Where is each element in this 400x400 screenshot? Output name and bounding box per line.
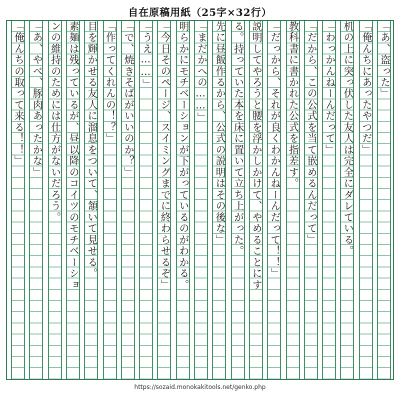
column-text: 「うえ……」 [140,21,152,91]
manuscript-column [121,21,135,379]
column-text: 「俺んちにあったやつだ」 [359,21,371,156]
manuscript-column [29,21,43,379]
column-text: 「作ってくれんの！？」 [103,21,115,145]
manuscript-column [103,21,117,379]
manuscript-column [48,21,62,379]
manuscript-column [377,21,391,379]
column-text: 「あ、盗った」 [378,21,389,100]
sheet-title: 自在原稿用紙（25字×32行） [128,8,272,19]
column-text: 机の上に突っ伏した友人は完全にダレている。 [341,21,353,258]
column-text: 明らかにモチベーションが下がっているのがわかる。 [176,21,188,291]
manuscript-grid [6,20,394,380]
column-text: 「俺んちの取って来る！！」 [12,21,23,168]
manuscript-column [157,21,171,379]
manuscript-column [11,21,25,379]
column-text: 「わっかんねーんだって」 [323,21,335,156]
manuscript-column [249,21,263,379]
manuscript-column [139,21,153,379]
column-text: ンの維持のためには仕方がないだろう。 [48,21,60,224]
manuscript-column [212,21,226,379]
column-text: 「まだかへの……」 [195,21,206,125]
manuscript-column [176,21,190,379]
manuscript-column [194,21,208,379]
column-text: る。持っていた本を床に置いて立ち上がった。 [231,21,243,258]
column-text: 教科書に書かれた公式を指差す。 [286,21,298,190]
column-text: 「今日そのページ、スイミングまでに終わらせるぞ」 [158,21,170,291]
footer-url: https://sozaid.monokakitools.net/genko.php [134,384,266,391]
manuscript-column [231,21,245,379]
manuscript-column [286,21,300,379]
column-text: 素麺は残っているが、昼以降のコイツのモチベーショ [66,21,78,291]
column-text: 「だっから、それが良くわかんねーんだって！！」 [268,21,280,280]
manuscript-column [359,21,373,379]
column-text: 「で、焼きそばがいいのか？」 [121,21,133,179]
column-text: 説明してやろうと腰を浮かしかけて、やめることにす [249,21,261,291]
manuscript-column [304,21,318,379]
manuscript-column [84,21,98,379]
manuscript-column [340,21,354,379]
column-text: 先に昼飯作るから、公式の説明はその後な」 [213,21,225,246]
column-text: 「あ、やべ、豚肉あったかな」 [30,21,42,179]
column-text: 目を輝かせる友人に溜息をついて、頷いて見せる。 [85,21,97,280]
column-text: 「だから、この公式を当て嵌めるんだって」 [304,21,316,246]
manuscript-column [322,21,336,379]
manuscript-column [66,21,80,379]
manuscript-column [267,21,281,379]
